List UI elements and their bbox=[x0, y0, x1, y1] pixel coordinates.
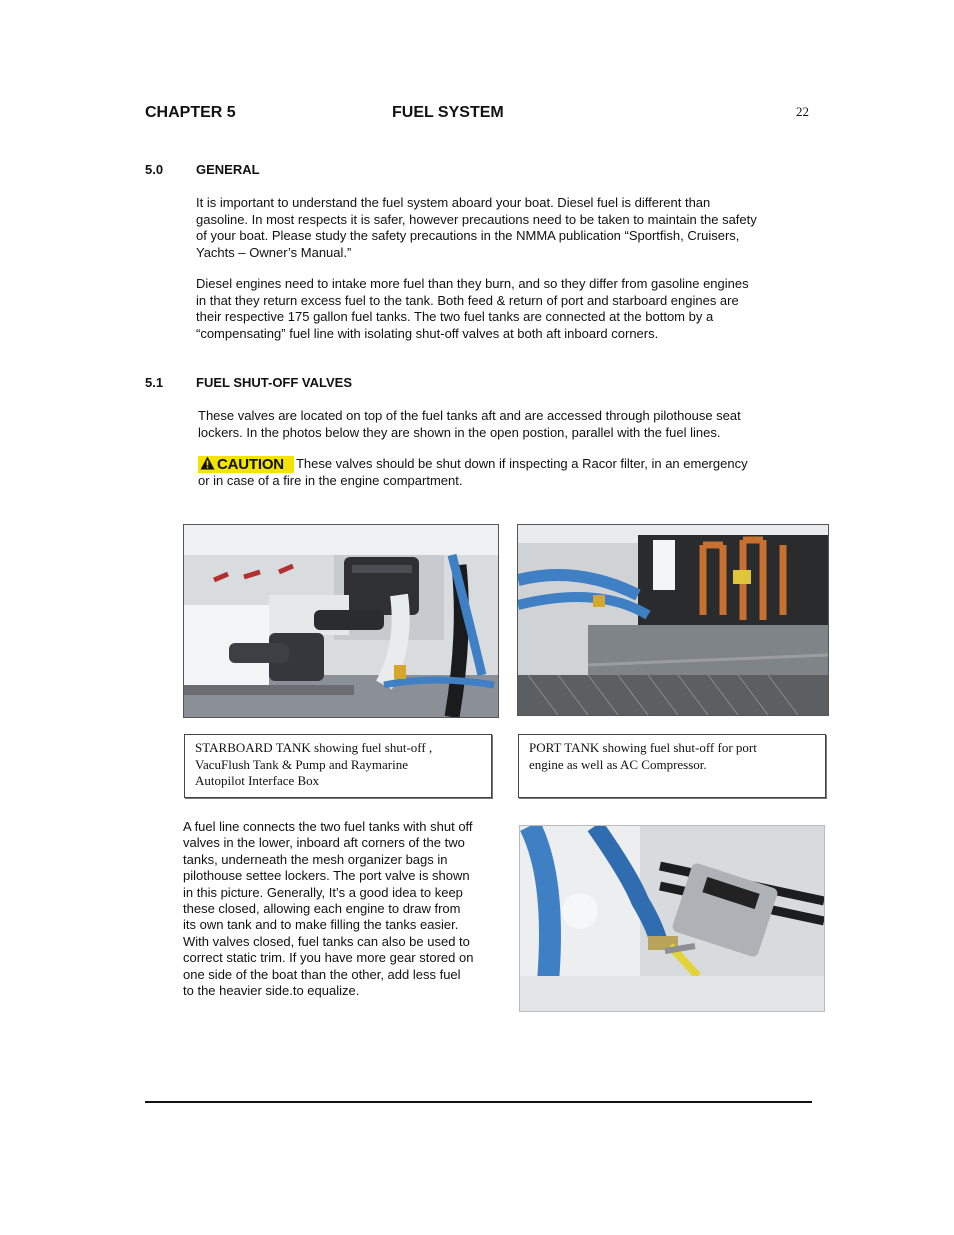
text-line: their respective 175 gallon fuel tanks. The two fuel tanks are connected at the bottom by a bbox=[196, 309, 714, 324]
section-title-valves: FUEL SHUT-OFF VALVES bbox=[196, 375, 353, 390]
chapter-title: FUEL SYSTEM bbox=[392, 104, 504, 121]
caution-text: These valves should be shut down if inspecting a Racor filter, in an emergency bbox=[295, 456, 748, 471]
caption-line: engine as well as AC Compressor. bbox=[529, 756, 707, 772]
text-line: With valves closed, fuel tanks can also be used to bbox=[183, 933, 470, 949]
starboard-caption bbox=[184, 734, 492, 798]
general-paragraph-1 bbox=[196, 195, 806, 261]
text-line: to the heavier side.to equalize. bbox=[183, 983, 360, 999]
text-line: lockers. In the photos below they are shown in the open postion, parallel with the fuel lines. bbox=[198, 424, 721, 440]
caption-line: Autopilot Interface Box bbox=[195, 773, 320, 788]
caution-paragraph bbox=[198, 456, 808, 490]
text-line: in this picture. Generally, It’s a good idea to keep bbox=[183, 884, 463, 900]
caution-label: CAUTION bbox=[217, 456, 284, 473]
text-line: its own tank and to make filling the tanks easier. bbox=[183, 917, 459, 933]
valves-paragraph bbox=[198, 408, 808, 441]
caution-badge bbox=[198, 456, 294, 473]
text-line: A fuel line connects the two fuel tanks with shut off bbox=[183, 819, 473, 834]
page-number: 22 bbox=[796, 104, 809, 119]
port-caption bbox=[518, 734, 826, 798]
crossover-valve-photo bbox=[519, 825, 825, 1012]
caution-line-2: or in case of a fire in the engine compartment. bbox=[198, 473, 463, 488]
text-line: Diesel engines need to intake more fuel than they burn, and so they differ from gasoline engines bbox=[196, 276, 749, 291]
warning-triangle-icon bbox=[200, 456, 215, 470]
caption-line: STARBOARD TANK showing fuel shut-off , bbox=[195, 740, 433, 755]
text-line: These valves are located on top of the fuel tanks aft and are accessed through pilothouse seat bbox=[198, 408, 741, 423]
text-line: pilothouse settee lockers. The port valve is shown bbox=[183, 868, 470, 884]
section-title-general: GENERAL bbox=[196, 162, 260, 177]
text-line: these closed, allowing each engine to draw from bbox=[183, 901, 461, 917]
text-line: It is important to understand the fuel system aboard your boat. Diesel fuel is different than bbox=[196, 195, 711, 210]
starboard-tank-photo bbox=[183, 524, 499, 718]
section-number-valves: 5.1 bbox=[145, 375, 164, 390]
text-line: correct static trim. If you have more gear stored on bbox=[183, 950, 474, 966]
text-line: “compensating” fuel line with isolating shut-off valves at both aft inboard corners. bbox=[196, 325, 659, 341]
caption-line: PORT TANK showing fuel shut-off for port bbox=[529, 740, 757, 755]
caption-line: VacuFlush Tank & Pump and Raymarine bbox=[195, 756, 408, 772]
crossover-paragraph bbox=[183, 819, 499, 999]
footer-rule bbox=[145, 1101, 812, 1103]
section-number-general: 5.0 bbox=[145, 162, 164, 177]
caution-line-1 bbox=[198, 456, 808, 473]
text-line: one side of the boat than the other, add less fuel bbox=[183, 966, 461, 982]
text-line: tanks, underneath the mesh organizer bags in bbox=[183, 851, 448, 867]
text-line: valves in the lower, inboard aft corners of the two bbox=[183, 835, 465, 851]
port-tank-photo bbox=[517, 524, 829, 716]
chapter-label: CHAPTER 5 bbox=[145, 104, 236, 121]
text-line: Yachts – Owner’s Manual.” bbox=[196, 244, 352, 260]
text-line: gasoline. In most respects it is safer, however precautions need to be taken to maintain the safety bbox=[196, 211, 757, 227]
general-paragraph-2 bbox=[196, 276, 806, 342]
text-line: in that they return excess fuel to the tank. Both feed & return of port and starboard engines are bbox=[196, 292, 739, 308]
text-line: of your boat. Please study the safety precautions in the NMMA publication “Sportfish, Cruisers, bbox=[196, 228, 740, 243]
